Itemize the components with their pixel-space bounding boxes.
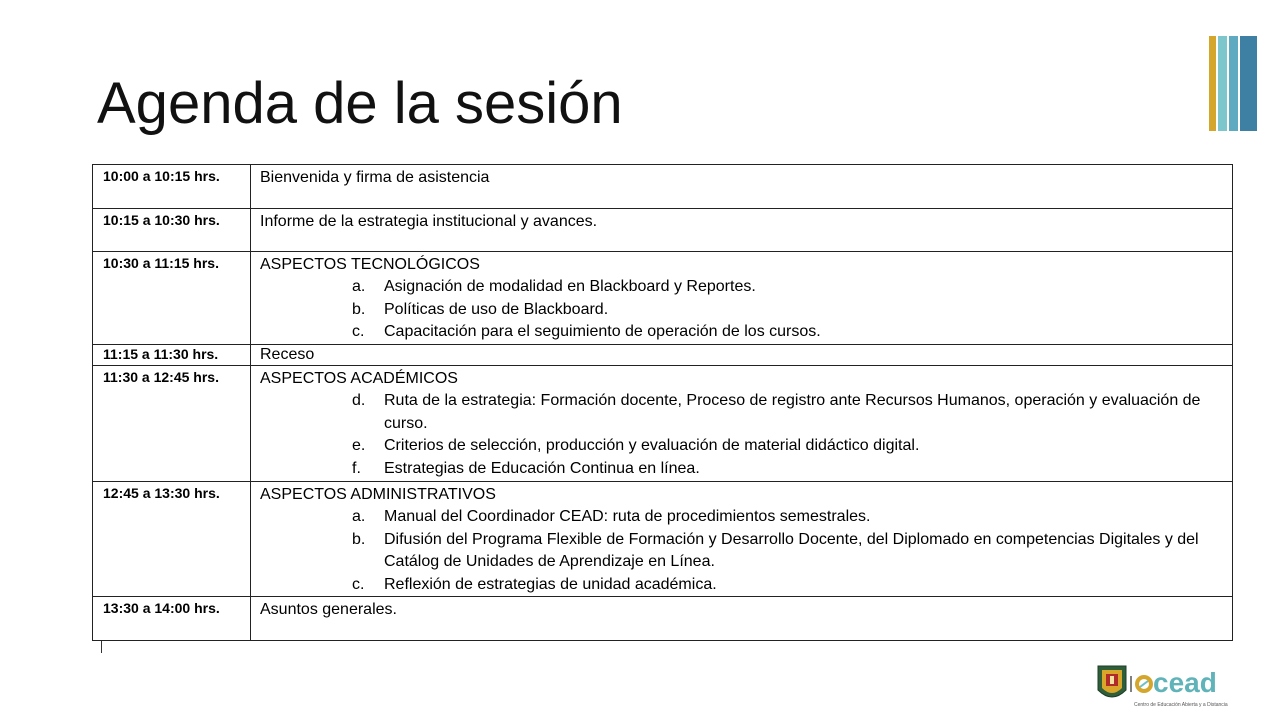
logo-wordmark: cead (1153, 667, 1217, 698)
agenda-row (93, 209, 1233, 252)
subitem-text: Criterios de selección, producción y evaluación de material didáctico digital. (384, 437, 920, 454)
agenda-subitem (260, 276, 1232, 299)
accent-bar-blue (1240, 36, 1257, 131)
agenda-activity-cell (251, 482, 1233, 597)
agenda-activity: ASPECTOS ACADÉMICOS (260, 370, 458, 387)
subitem-marker: f. (352, 459, 361, 477)
agenda-subitem (260, 435, 1232, 458)
subitem-text: Difusión del Programa Flexible de Formación y Desarrollo Docente, del Diplomado en competencias Digitales y del Catálog de Unidades de Aprendizaje en Línea. (384, 530, 1199, 570)
agenda-subitem (260, 574, 1232, 597)
subitem-text: Manual del Coordinador CEAD: ruta de procedimientos semestrales. (384, 508, 871, 525)
subitem-text: Asignación de modalidad en Blackboard y Reportes. (384, 278, 756, 295)
agenda-activity-cell (251, 597, 1233, 641)
cead-mark-icon (1137, 677, 1151, 691)
subitem-text: Reflexión de estrategias de unidad académica. (384, 575, 717, 593)
agenda-activity: Bienvenida y firma de asistencia (260, 169, 490, 186)
agenda-time: 10:00 a 10:15 hrs. (93, 165, 251, 209)
agenda-activity: ASPECTOS TECNOLÓGICOS (260, 256, 480, 273)
agenda-activity-cell (251, 165, 1233, 209)
accent-bar-teal (1218, 36, 1227, 131)
agenda-activity-cell (251, 345, 1233, 366)
agenda-subitem (260, 506, 1232, 529)
subitem-marker: a. (352, 508, 366, 525)
agenda-row (93, 482, 1233, 597)
subitem-marker: c. (352, 323, 365, 340)
agenda-time: 10:30 a 11:15 hrs. (93, 252, 251, 345)
accent-bar-teal-2 (1229, 36, 1238, 131)
slide-title: Agenda de la sesión (97, 71, 623, 136)
university-crest-icon (1098, 666, 1126, 697)
subitem-text: Capacitación para el seguimiento de operación de los cursos. (384, 323, 821, 340)
subitem-text: Políticas de uso de Blackboard. (384, 300, 609, 318)
agenda-subitems (260, 276, 1232, 344)
subitem-marker: b. (352, 530, 366, 548)
agenda-row (93, 345, 1233, 366)
agenda-subitems (260, 506, 1232, 596)
agenda-time: 13:30 a 14:00 hrs. (93, 597, 251, 641)
agenda-time: 12:45 a 13:30 hrs. (93, 482, 251, 597)
agenda-activity: Receso (260, 346, 315, 363)
agenda-activity-cell (251, 366, 1233, 482)
subitem-marker: d. (352, 392, 366, 409)
agenda-subitem (260, 529, 1232, 574)
subitem-marker: c. (352, 575, 365, 593)
agenda-subitem (260, 299, 1232, 322)
accent-bar-gold (1209, 36, 1216, 131)
agenda-activity: Asuntos generales. (260, 601, 397, 618)
agenda-time: 10:15 a 10:30 hrs. (93, 209, 251, 252)
agenda-activity-cell (251, 252, 1233, 345)
agenda-subitems (260, 390, 1232, 480)
agenda-row (93, 165, 1233, 209)
agenda-subitem (260, 321, 1232, 344)
agenda-time: 11:30 a 12:45 hrs. (93, 366, 251, 482)
title-accent-bars (1209, 36, 1257, 131)
subitem-marker: a. (352, 278, 366, 295)
agenda-activity: ASPECTOS ADMINISTRATIVOS (260, 486, 496, 503)
agenda-time: 11:15 a 11:30 hrs. (93, 345, 251, 366)
cead-logo (1096, 660, 1256, 710)
agenda-table (92, 164, 1233, 641)
subitem-text: Estrategias de Educación Continua en línea. (384, 459, 700, 477)
agenda-activity-cell (251, 209, 1233, 252)
subitem-marker: e. (352, 437, 366, 454)
logo-tagline: Centro de Educación Abierta y a Distancia (1134, 702, 1228, 708)
subitem-text: Ruta de la estrategia: Formación docente, Proceso de registro ante Recursos Humanos, operación y evaluación de curso. (384, 392, 1201, 432)
agenda-row (93, 597, 1233, 641)
agenda-row (93, 252, 1233, 345)
agenda-activity: Informe de la estrategia institucional y avances. (260, 213, 598, 230)
agenda-subitem (260, 390, 1232, 435)
agenda-subitem (260, 458, 1232, 481)
subitem-marker: b. (352, 300, 366, 318)
text-cursor-mark (101, 641, 102, 653)
agenda-row (93, 366, 1233, 482)
